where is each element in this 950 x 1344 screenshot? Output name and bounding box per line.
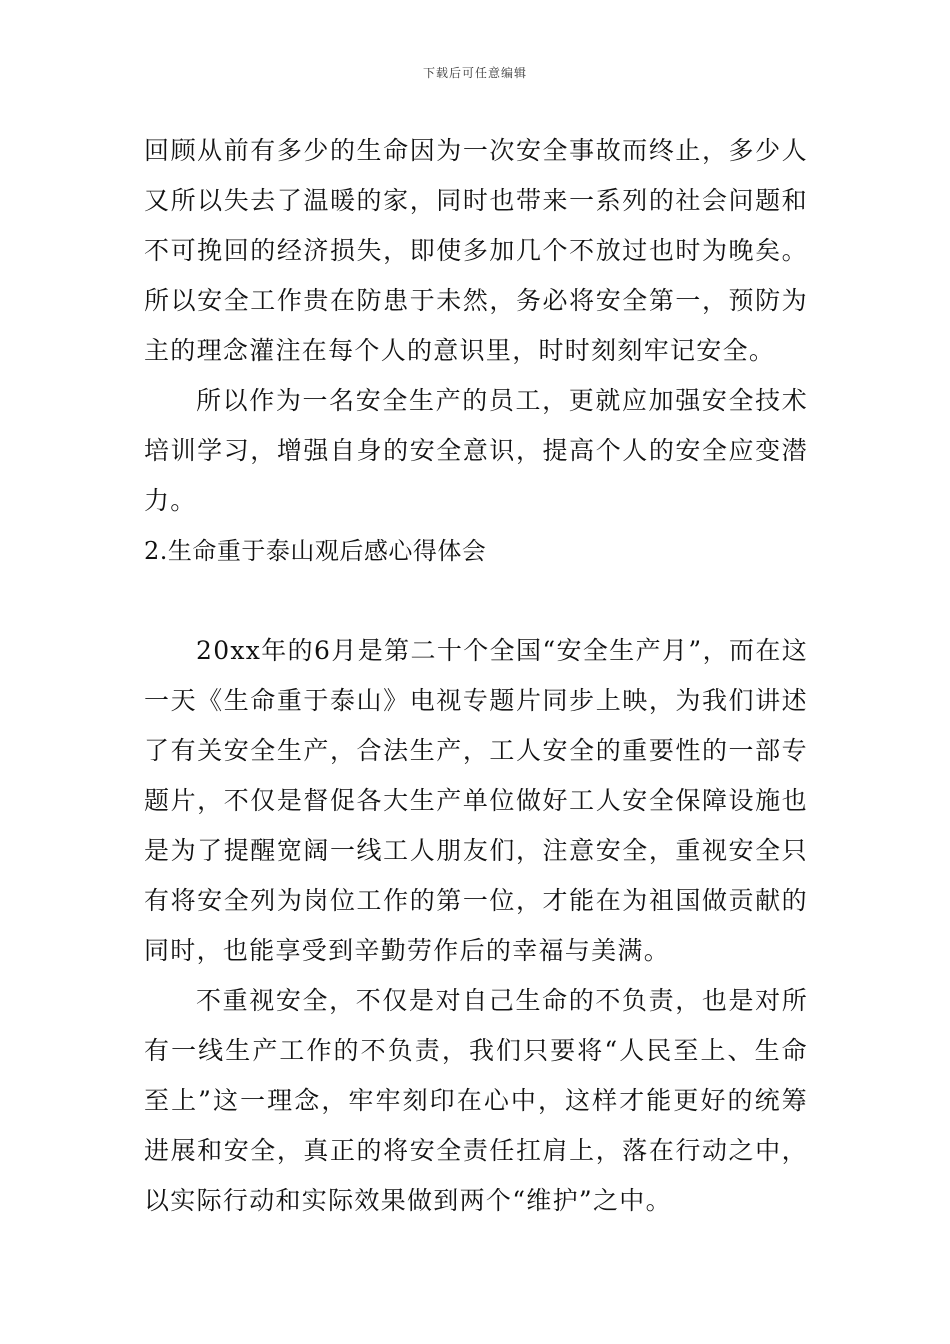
- paragraph-responsibility: 不重视安全，不仅是对自己生命的不负责，也是对所有一线生产工作的不负责，我们只要将“人民至上、生命至上”这一理念，牢牢刻印在心中，这样才能更好的统筹进展和安全，真正的将安全责任扛肩上，落在行动之中，以实际行动和实际效果做到两个“维护”之中。: [144, 986, 808, 1215]
- page-header-note: 下载后可任意编辑: [422, 66, 527, 80]
- document-body: [144, 126, 808, 1226]
- paragraph-continuation: 回顾从前有多少的生命因为一次安全事故而终止，多少人又所以失去了温暖的家，同时也带来一系列的社会问题和不可挽回的经济损失，即使多加几个不放过也时为晚矣。所以安全工作贵在防患于未然，务必将安全第一，预防为主的理念灌注在每个人的意识里，时时刻刻牢记安全。: [144, 136, 808, 365]
- paragraph-safety-month: 20xx年的6月是第二十个全国“安全生产月”，而在这一天《生命重于泰山》电视专题片同步上映，为我们讲述了有关安全生产，合法生产，工人安全的重要性的一部专题片，不仅是督促各大生产单位做好工人安全保障设施也是为了提醒宽阔一线工人朋友们，注意安全，重视安全只有将安全列为岗位工作的第一位，才能在为祖国做贡献的同时，也能享受到辛勤劳作后的幸福与美满。: [144, 636, 808, 965]
- section-heading: 2.生命重于泰山观后感心得体会: [144, 537, 487, 565]
- paragraph-training: 所以作为一名安全生产的员工，更就应加强安全技术培训学习，增强自身的安全意识，提高个人的安全应变潜力。: [144, 386, 808, 515]
- section-spacer: [144, 576, 808, 626]
